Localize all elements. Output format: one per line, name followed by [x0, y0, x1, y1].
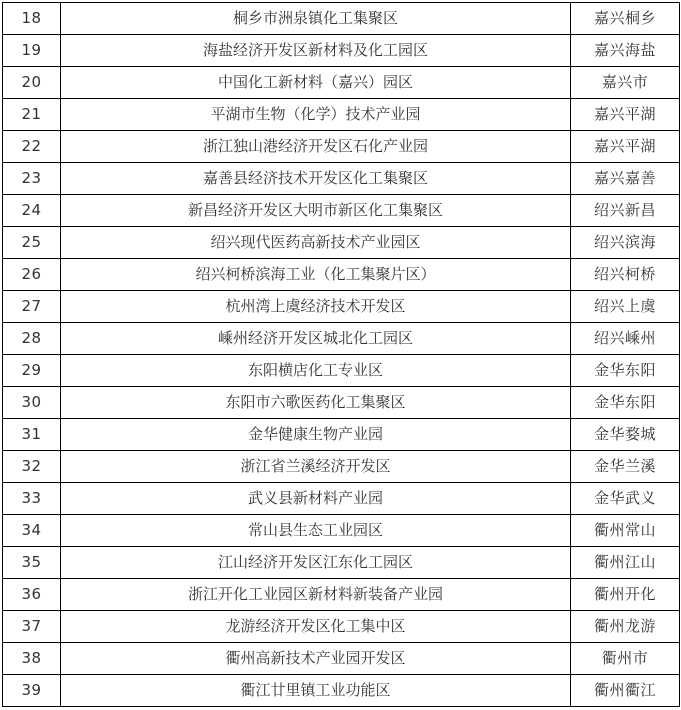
table-row [3, 419, 680, 451]
row-number-cell: 18 [3, 3, 61, 35]
row-number-cell: 25 [3, 227, 61, 259]
park-name-cell: 东阳横店化工专业区 [61, 355, 571, 387]
row-number-cell: 37 [3, 611, 61, 643]
park-name-cell: 东阳市六歌医药化工集聚区 [61, 387, 571, 419]
park-name-cell: 衢江廿里镇工业功能区 [61, 675, 571, 707]
chemical-park-table [2, 2, 680, 707]
park-name-cell: 杭州湾上虞经济技术开发区 [61, 291, 571, 323]
location-cell: 嘉兴平湖 [571, 131, 680, 163]
table-row [3, 515, 680, 547]
row-number-cell: 31 [3, 419, 61, 451]
table-row [3, 451, 680, 483]
location-cell: 绍兴柯桥 [571, 259, 680, 291]
location-cell: 嘉兴海盐 [571, 35, 680, 67]
park-name-cell: 桐乡市洲泉镇化工集聚区 [61, 3, 571, 35]
location-cell: 金华婺城 [571, 419, 680, 451]
row-number-cell: 38 [3, 643, 61, 675]
row-number-cell: 34 [3, 515, 61, 547]
park-name-cell: 中国化工新材料（嘉兴）园区 [61, 67, 571, 99]
location-cell: 绍兴新昌 [571, 195, 680, 227]
table-row [3, 675, 680, 707]
row-number-cell: 26 [3, 259, 61, 291]
location-cell: 金华东阳 [571, 355, 680, 387]
table-body [3, 3, 680, 707]
park-name-cell: 浙江独山港经济开发区石化产业园 [61, 131, 571, 163]
table-row [3, 259, 680, 291]
row-number-cell: 22 [3, 131, 61, 163]
table-row [3, 291, 680, 323]
location-cell: 绍兴滨海 [571, 227, 680, 259]
park-name-cell: 绍兴柯桥滨海工业（化工集聚片区） [61, 259, 571, 291]
table-row [3, 387, 680, 419]
location-cell: 衢州开化 [571, 579, 680, 611]
table-row [3, 547, 680, 579]
table-row [3, 67, 680, 99]
table-row [3, 195, 680, 227]
row-number-cell: 20 [3, 67, 61, 99]
row-number-cell: 32 [3, 451, 61, 483]
location-cell: 衢州龙游 [571, 611, 680, 643]
table-row [3, 643, 680, 675]
park-name-cell: 衢州高新技术产业园开发区 [61, 643, 571, 675]
table-row [3, 355, 680, 387]
row-number-cell: 28 [3, 323, 61, 355]
park-name-cell: 武义县新材料产业园 [61, 483, 571, 515]
location-cell: 衢州常山 [571, 515, 680, 547]
table-row [3, 227, 680, 259]
row-number-cell: 27 [3, 291, 61, 323]
location-cell: 嘉兴市 [571, 67, 680, 99]
location-cell: 嘉兴桐乡 [571, 3, 680, 35]
park-name-cell: 嘉善县经济技术开发区化工集聚区 [61, 163, 571, 195]
park-name-cell: 海盐经济开发区新材料及化工园区 [61, 35, 571, 67]
location-cell: 衢州市 [571, 643, 680, 675]
table-row [3, 35, 680, 67]
location-cell: 嘉兴嘉善 [571, 163, 680, 195]
park-name-cell: 新昌经济开发区大明市新区化工集聚区 [61, 195, 571, 227]
park-name-cell: 龙游经济开发区化工集中区 [61, 611, 571, 643]
park-name-cell: 金华健康生物产业园 [61, 419, 571, 451]
row-number-cell: 30 [3, 387, 61, 419]
row-number-cell: 19 [3, 35, 61, 67]
location-cell: 衢州江山 [571, 547, 680, 579]
location-cell: 绍兴上虞 [571, 291, 680, 323]
park-name-cell: 浙江开化工业园区新材料新装备产业园 [61, 579, 571, 611]
row-number-cell: 39 [3, 675, 61, 707]
location-cell: 衢州衢江 [571, 675, 680, 707]
table-row [3, 611, 680, 643]
park-name-cell: 江山经济开发区江东化工园区 [61, 547, 571, 579]
row-number-cell: 21 [3, 99, 61, 131]
park-name-cell: 嵊州经济开发区城北化工园区 [61, 323, 571, 355]
location-cell: 金华兰溪 [571, 451, 680, 483]
table-row [3, 579, 680, 611]
table-row [3, 163, 680, 195]
table-row [3, 99, 680, 131]
park-name-cell: 绍兴现代医药高新技术产业园区 [61, 227, 571, 259]
table-row [3, 131, 680, 163]
park-name-cell: 平湖市生物（化学）技术产业园 [61, 99, 571, 131]
row-number-cell: 23 [3, 163, 61, 195]
location-cell: 金华东阳 [571, 387, 680, 419]
location-cell: 嘉兴平湖 [571, 99, 680, 131]
table-row [3, 323, 680, 355]
table-row [3, 483, 680, 515]
park-name-cell: 常山县生态工业园区 [61, 515, 571, 547]
park-name-cell: 浙江省兰溪经济开发区 [61, 451, 571, 483]
location-cell: 绍兴嵊州 [571, 323, 680, 355]
row-number-cell: 33 [3, 483, 61, 515]
table-row [3, 3, 680, 35]
row-number-cell: 36 [3, 579, 61, 611]
row-number-cell: 35 [3, 547, 61, 579]
row-number-cell: 24 [3, 195, 61, 227]
location-cell: 金华武义 [571, 483, 680, 515]
row-number-cell: 29 [3, 355, 61, 387]
